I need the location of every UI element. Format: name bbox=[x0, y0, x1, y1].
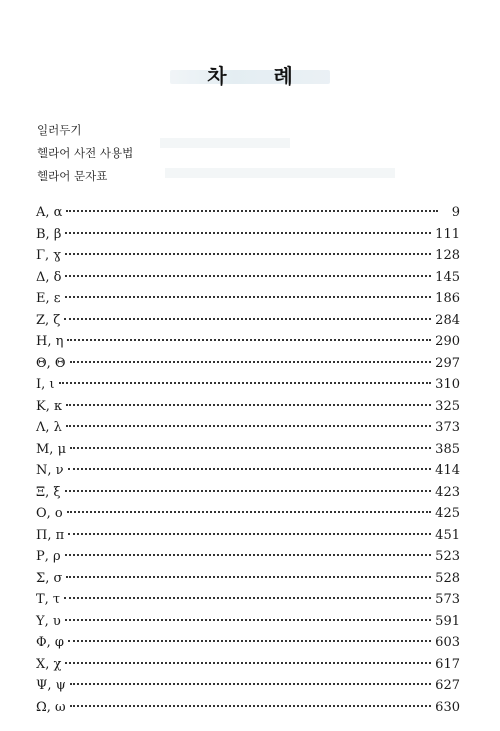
toc-letter-label: Ψ, ψ bbox=[36, 678, 66, 693]
dot-leader bbox=[65, 275, 431, 277]
toc-page-number: 9 bbox=[451, 205, 460, 220]
dot-leader bbox=[68, 533, 431, 535]
toc-page-number: 111 bbox=[435, 226, 460, 242]
toc-page-number: 523 bbox=[435, 549, 460, 564]
toc-page-number: 325 bbox=[435, 398, 460, 414]
toc-row[interactable] bbox=[36, 331, 460, 353]
toc-page-number: 290 bbox=[435, 334, 460, 349]
toc-row[interactable] bbox=[36, 396, 460, 418]
dot-leader bbox=[70, 361, 432, 363]
toc-row[interactable] bbox=[36, 568, 460, 590]
toc-letter-label: Ω, ω bbox=[36, 699, 66, 715]
toc-letter-label: Τ, τ bbox=[36, 592, 61, 607]
toc-letter-label: Σ, σ bbox=[36, 570, 63, 586]
dot-leader bbox=[70, 705, 432, 707]
toc-letter-label: Λ, λ bbox=[36, 420, 62, 435]
toc-letter-label: Φ, φ bbox=[36, 635, 65, 650]
dot-leader bbox=[66, 425, 431, 427]
toc-row[interactable] bbox=[36, 288, 460, 310]
toc-row[interactable] bbox=[36, 482, 460, 504]
toc-row[interactable] bbox=[36, 589, 460, 611]
toc-row[interactable] bbox=[36, 224, 460, 246]
dot-leader bbox=[66, 210, 438, 212]
toc-page-number: 128 bbox=[435, 248, 460, 263]
dot-leader bbox=[65, 490, 432, 492]
dot-leader bbox=[66, 576, 431, 578]
toc-page-number: 310 bbox=[435, 377, 460, 392]
front-matter-item-alphabet[interactable]: 헬라어 문자표 bbox=[37, 169, 108, 183]
dot-leader bbox=[59, 382, 432, 384]
toc-row[interactable] bbox=[36, 439, 460, 461]
dot-leader bbox=[68, 640, 431, 642]
dot-leader bbox=[64, 597, 431, 599]
toc-row[interactable] bbox=[36, 697, 460, 719]
toc-page-number: 591 bbox=[435, 613, 460, 629]
toc-page-number: 573 bbox=[435, 592, 460, 607]
dot-leader bbox=[64, 318, 431, 320]
show-through-line bbox=[165, 168, 395, 178]
toc-page-number: 627 bbox=[435, 678, 460, 693]
toc-page-number: 145 bbox=[435, 269, 460, 285]
toc-page-number: 617 bbox=[435, 656, 460, 672]
dot-leader bbox=[65, 554, 432, 556]
toc-row[interactable] bbox=[36, 503, 460, 525]
toc-row[interactable] bbox=[36, 525, 460, 547]
toc-letter-label: Ζ, ζ bbox=[36, 312, 61, 328]
dot-leader bbox=[65, 296, 432, 298]
toc-page-number: 528 bbox=[435, 570, 460, 586]
toc-letter-label: Ι, ι bbox=[36, 377, 55, 392]
page-title: 차 례 bbox=[207, 64, 313, 88]
toc-letter-label: Π, π bbox=[36, 527, 65, 543]
toc-letter-label: Α, α bbox=[36, 205, 63, 220]
toc-row[interactable] bbox=[36, 202, 460, 224]
toc-row[interactable] bbox=[36, 353, 460, 375]
toc-page-number: 186 bbox=[435, 291, 460, 306]
dot-leader bbox=[65, 253, 431, 255]
show-through-line bbox=[160, 138, 290, 148]
toc-letter-label: Θ, Θ bbox=[36, 355, 66, 371]
dot-leader bbox=[66, 404, 431, 406]
toc-letter-label: Μ, μ bbox=[36, 441, 67, 457]
dot-leader bbox=[70, 447, 431, 449]
toc-page-number: 284 bbox=[435, 312, 460, 328]
toc-letter-label: Κ, κ bbox=[36, 398, 63, 414]
toc-page-number: 603 bbox=[435, 635, 460, 650]
toc-letter-label: Β, β bbox=[36, 226, 62, 242]
toc-page-number: 423 bbox=[435, 484, 460, 500]
toc-list bbox=[36, 202, 460, 718]
toc-row[interactable] bbox=[36, 654, 460, 676]
toc-letter-label: Γ, ɣ bbox=[36, 248, 62, 263]
toc-letter-label: Ρ, ρ bbox=[36, 549, 61, 564]
toc-row[interactable] bbox=[36, 460, 460, 482]
toc-row[interactable] bbox=[36, 611, 460, 633]
toc-row[interactable] bbox=[36, 245, 460, 267]
front-matter-item-notes[interactable]: 일러두기 bbox=[37, 123, 82, 137]
toc-page-number: 385 bbox=[435, 441, 460, 457]
toc-letter-label: Χ, χ bbox=[36, 656, 62, 672]
toc-page-number: 297 bbox=[435, 355, 460, 371]
toc-row[interactable] bbox=[36, 374, 460, 396]
dot-leader bbox=[67, 339, 431, 341]
toc-row[interactable] bbox=[36, 417, 460, 439]
toc-page-number: 414 bbox=[435, 463, 460, 478]
dot-leader bbox=[65, 232, 431, 234]
dot-leader bbox=[70, 683, 431, 685]
toc-letter-label: Ξ, ξ bbox=[36, 484, 61, 500]
toc-row[interactable] bbox=[36, 310, 460, 332]
dot-leader bbox=[65, 619, 431, 621]
front-matter-item-usage[interactable]: 헬라어 사전 사용법 bbox=[37, 146, 134, 160]
dot-leader bbox=[68, 468, 432, 470]
toc-page-number: 630 bbox=[435, 699, 460, 715]
toc-row[interactable] bbox=[36, 632, 460, 654]
toc-letter-label: Ν, ν bbox=[36, 463, 64, 478]
toc-letter-label: Η, η bbox=[36, 334, 64, 349]
toc-page-number: 373 bbox=[435, 420, 460, 435]
toc-row[interactable] bbox=[36, 546, 460, 568]
toc-letter-label: Ε, ε bbox=[36, 291, 61, 306]
toc-row[interactable] bbox=[36, 675, 460, 697]
front-matter-list bbox=[37, 119, 133, 188]
title-block bbox=[170, 62, 330, 90]
dot-leader bbox=[67, 511, 431, 513]
toc-letter-label: Δ, δ bbox=[36, 269, 62, 285]
toc-page-number: 451 bbox=[435, 527, 460, 543]
toc-page-number: 425 bbox=[435, 506, 460, 521]
toc-row[interactable] bbox=[36, 267, 460, 289]
dot-leader bbox=[65, 662, 431, 664]
toc-letter-label: Ο, ο bbox=[36, 506, 63, 521]
toc-letter-label: Υ, υ bbox=[36, 613, 61, 629]
